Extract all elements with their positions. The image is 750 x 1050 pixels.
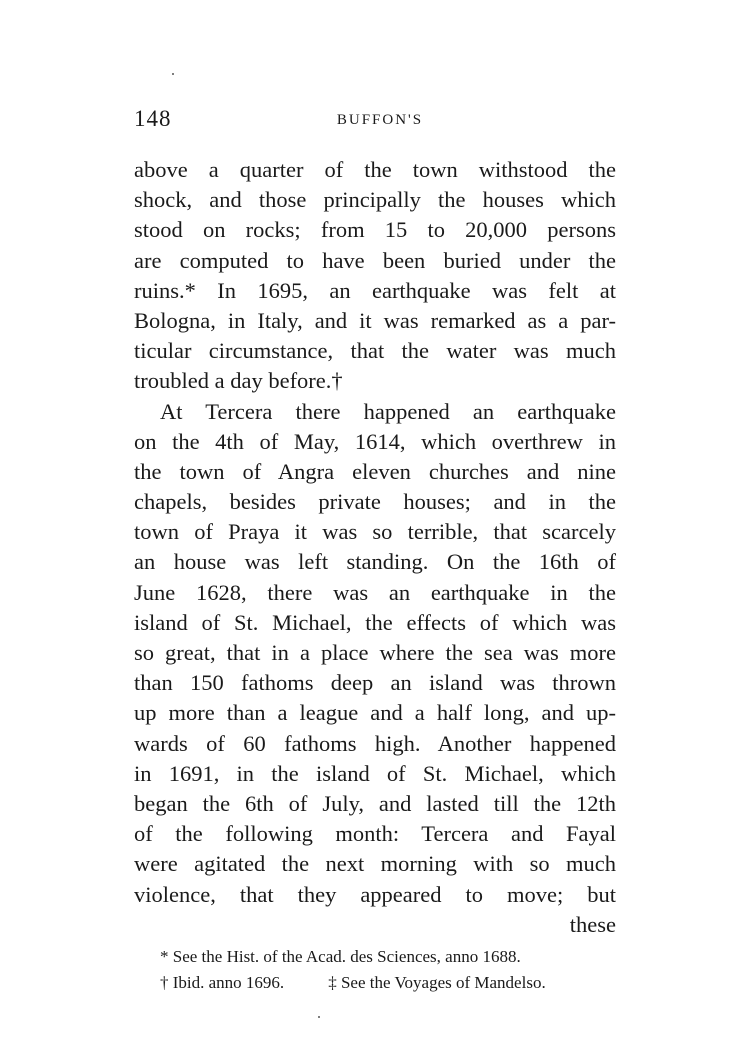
text-line: up more than a league and a half long, and up-	[134, 700, 616, 726]
text-line: ruins.* In 1695, an earthquake was felt at	[134, 277, 616, 303]
footnote-row-2	[160, 970, 600, 996]
text-line: the town of Angra eleven churches and nine	[134, 458, 616, 484]
text-line: town of Praya it was so terrible, that scarcely	[134, 519, 616, 545]
text-line: are computed to have been buried under the	[134, 247, 616, 273]
text-line: June 1628, there was an earthquake in the	[134, 579, 616, 605]
text-line: stood on rocks; from 15 to 20,000 persons	[134, 217, 616, 243]
text-line: troubled a day before.†	[134, 368, 343, 394]
running-head: BUFFON'S	[336, 112, 424, 128]
text-line: in 1691, in the island of St. Michael, which	[134, 760, 616, 786]
text-line: shock, and those principally the houses which	[134, 187, 616, 213]
text-line: ticular circumstance, that the water was much	[134, 338, 616, 364]
paper-speck	[318, 1016, 320, 1018]
catchword: these	[569, 911, 616, 937]
footnote-2: † Ibid. anno 1696.	[160, 973, 285, 992]
text-line: violence, that they appeared to move; but	[134, 881, 616, 907]
text-line: wards of 60 fathoms high. Another happened	[134, 730, 616, 756]
text-line: of the following month: Tercera and Fayal	[134, 821, 616, 847]
text-line: island of St. Michael, the effects of which was	[134, 609, 616, 635]
paragraph-start-line: At Tercera there happened an earthquake	[160, 398, 616, 424]
text-line: began the 6th of July, and lasted till the 12th	[134, 790, 616, 816]
paper-speck	[172, 73, 174, 75]
text-line: an house was left standing. On the 16th of	[134, 549, 616, 575]
text-line: on the 4th of May, 1614, which overthrew in	[134, 428, 616, 454]
text-line: chapels, besides private houses; and in the	[134, 489, 616, 515]
footnotes	[160, 944, 600, 996]
footnote-3: ‡ See the Voyages of Mandelso.	[328, 973, 546, 992]
page-number: 148	[134, 106, 172, 131]
text-line: so great, that in a place where the sea was more	[134, 640, 616, 665]
text-line: Bologna, in Italy, and it was remarked as a par-	[134, 307, 616, 333]
body-text	[134, 155, 616, 940]
text-line: were agitated the next morning with so much	[134, 851, 616, 877]
text-line: than 150 fathoms deep an island was thrown	[134, 670, 616, 696]
footnote-1: * See the Hist. of the Acad. des Sciences, anno 1688.	[160, 947, 521, 966]
text-line: above a quarter of the town withstood the	[134, 157, 616, 182]
